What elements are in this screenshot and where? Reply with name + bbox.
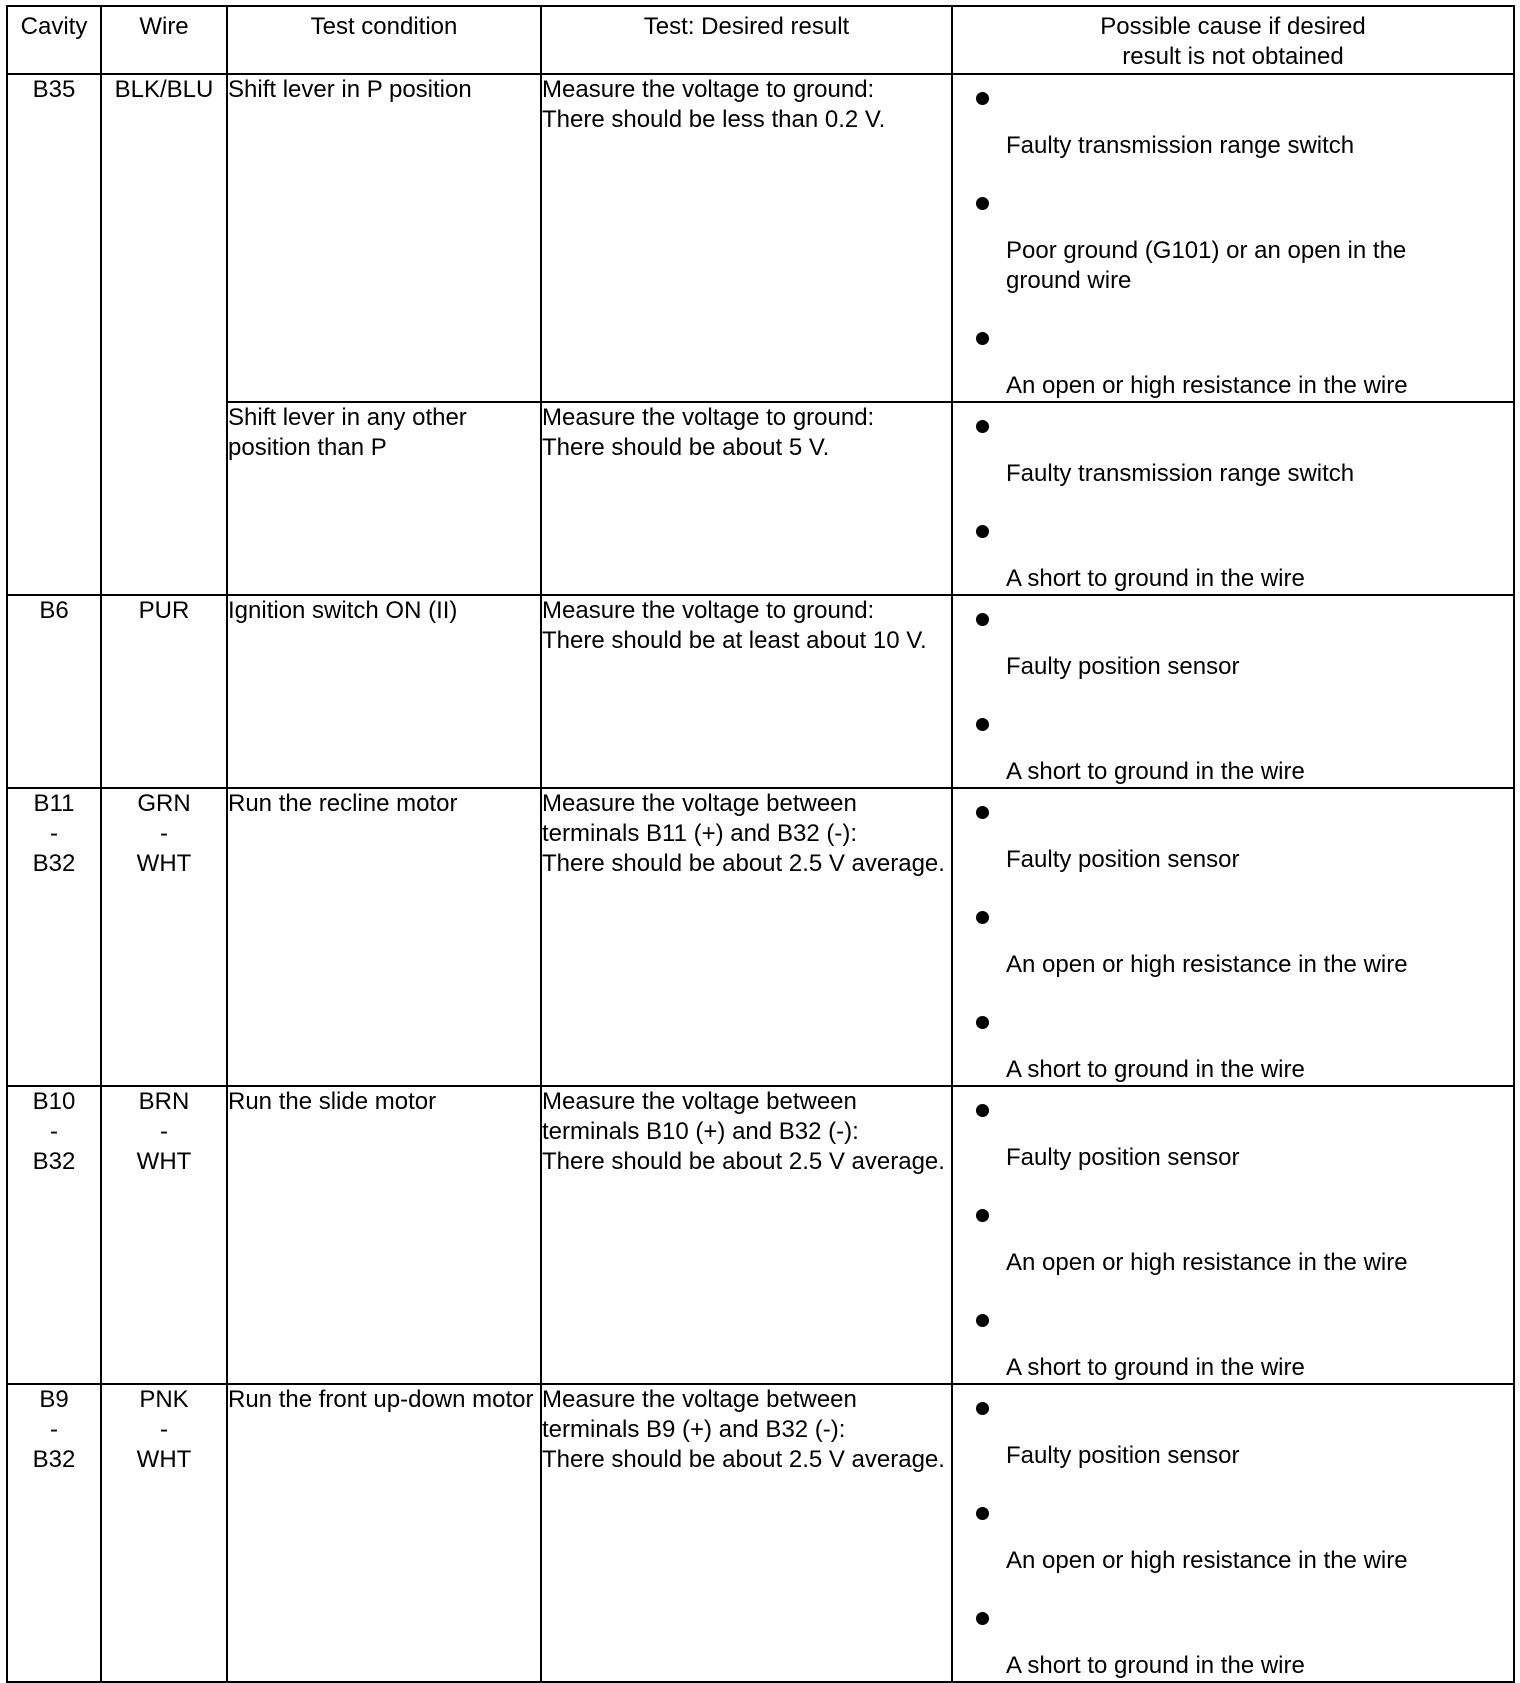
header-test-condition: Test condition — [227, 6, 541, 74]
test-condition-cell: Shift lever in any other position than P — [227, 402, 541, 595]
bullet-icon — [976, 92, 989, 105]
table-row — [7, 402, 1514, 595]
bullet-icon — [976, 1209, 989, 1222]
wire-cell: PUR — [101, 595, 227, 788]
cause-item: Faulty position sensor — [953, 596, 1513, 701]
cause-item: An open or high resistance in the wire — [953, 1192, 1513, 1297]
cause-item: A short to ground in the wire — [953, 701, 1513, 787]
cause-item: Poor ground (G101) or an open in the ground wire — [953, 180, 1513, 315]
desired-result-cell: Measure the voltage between terminals B11 (+) and B32 (-): There should be about 2.5 V average. — [541, 788, 952, 1086]
desired-result-cell: Measure the voltage to ground: There should be about 5 V. — [541, 402, 952, 595]
bullet-icon — [976, 613, 989, 626]
bullet-icon — [976, 332, 989, 345]
header-wire: Wire — [101, 6, 227, 74]
desired-result-cell: Measure the voltage to ground: There should be at least about 10 V. — [541, 595, 952, 788]
cause-item: Faulty transmission range switch — [953, 403, 1513, 508]
test-condition-cell: Run the recline motor — [227, 788, 541, 1086]
cavity-cell: B6 — [7, 595, 101, 788]
cause-item: An open or high resistance in the wire — [953, 1490, 1513, 1595]
test-condition-cell: Run the slide motor — [227, 1086, 541, 1384]
wire-cell: PNK - WHT — [101, 1384, 227, 1682]
header-row — [7, 6, 1514, 74]
possible-cause-cell — [952, 74, 1514, 402]
cavity-cell: B35 — [7, 74, 101, 595]
bullet-icon — [976, 1314, 989, 1327]
cause-item: An open or high resistance in the wire — [953, 894, 1513, 999]
desired-result-cell: Measure the voltage to ground: There should be less than 0.2 V. — [541, 74, 952, 402]
cause-item: Faulty position sensor — [953, 1385, 1513, 1490]
bullet-icon — [976, 1507, 989, 1520]
cavity-cell: B10 - B32 — [7, 1086, 101, 1384]
cavity-cell: B11 - B32 — [7, 788, 101, 1086]
test-condition-cell: Shift lever in P position — [227, 74, 541, 402]
cause-item: Faulty position sensor — [953, 789, 1513, 894]
wire-cell: GRN - WHT — [101, 788, 227, 1086]
header-cavity: Cavity — [7, 6, 101, 74]
possible-cause-cell — [952, 1086, 1514, 1384]
table-row — [7, 595, 1514, 788]
header-desired-result: Test: Desired result — [541, 6, 952, 74]
cause-item: A short to ground in the wire — [953, 1595, 1513, 1681]
cause-item: Faulty transmission range switch — [953, 75, 1513, 180]
bullet-icon — [976, 911, 989, 924]
bullet-icon — [976, 197, 989, 210]
bullet-icon — [976, 1016, 989, 1029]
diagnostic-table — [6, 5, 1515, 1683]
possible-cause-cell — [952, 1384, 1514, 1682]
table-row — [7, 74, 1514, 402]
cause-item: A short to ground in the wire — [953, 508, 1513, 594]
table-row — [7, 1086, 1514, 1384]
possible-cause-cell — [952, 595, 1514, 788]
bullet-icon — [976, 1104, 989, 1117]
wire-cell: BLK/BLU — [101, 74, 227, 595]
table-row — [7, 788, 1514, 1086]
table-row — [7, 1384, 1514, 1682]
desired-result-cell: Measure the voltage between terminals B10 (+) and B32 (-): There should be about 2.5 V average. — [541, 1086, 952, 1384]
wire-cell: BRN - WHT — [101, 1086, 227, 1384]
cause-item: An open or high resistance in the wire — [953, 315, 1513, 401]
test-condition-cell: Run the front up-down motor — [227, 1384, 541, 1682]
possible-cause-cell — [952, 788, 1514, 1086]
test-condition-cell: Ignition switch ON (II) — [227, 595, 541, 788]
bullet-icon — [976, 718, 989, 731]
cause-item: A short to ground in the wire — [953, 1297, 1513, 1383]
bullet-icon — [976, 420, 989, 433]
desired-result-cell: Measure the voltage between terminals B9 (+) and B32 (-): There should be about 2.5 V average. — [541, 1384, 952, 1682]
cause-item: A short to ground in the wire — [953, 999, 1513, 1085]
bullet-icon — [976, 806, 989, 819]
bullet-icon — [976, 1612, 989, 1625]
cause-item: Faulty position sensor — [953, 1087, 1513, 1192]
header-possible-cause: Possible cause if desired result is not obtained — [952, 6, 1514, 74]
bullet-icon — [976, 525, 989, 538]
bullet-icon — [976, 1402, 989, 1415]
possible-cause-cell — [952, 402, 1514, 595]
cavity-cell: B9 - B32 — [7, 1384, 101, 1682]
